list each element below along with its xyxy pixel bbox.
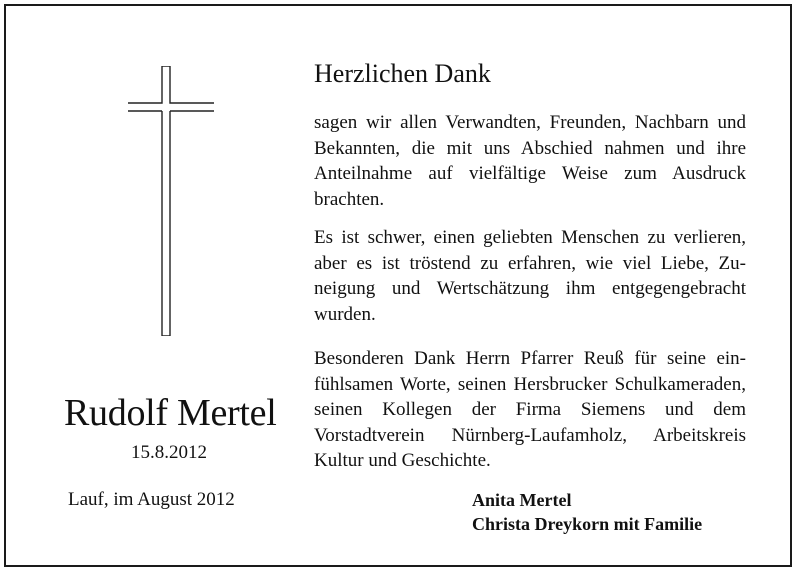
cross-icon <box>126 66 216 336</box>
signature-line: Christa Dreykorn mit Familie <box>472 514 703 534</box>
signature-line: Anita Mertel <box>472 490 572 510</box>
obituary-notice <box>4 4 792 567</box>
special-thanks-paragraph: Besonderen Dank Herrn Pfarrer Reuß für seine einfühlsamen Worte, seinen Hersbrucker Schulkameraden, seinen Kollegen der Firma Siemens und dem Vorstadtverein Nürnberg-Laufamholz, Arbeitskreis Kultur und Geschichte. <box>314 348 746 471</box>
signatures <box>472 488 702 536</box>
deceased-name: Rudolf Mertel <box>64 392 277 434</box>
place-and-date: Lauf, im August 2012 <box>68 489 235 510</box>
comfort-paragraph: Es ist schwer, einen geliebten Menschen zu verlieren, aber es ist tröstend zu erfahren, wie viel Liebe, Zuneigung und Wertschätzung ihm entgegengebracht wurden. <box>314 227 746 325</box>
notice-title: Herzlichen Dank <box>314 59 491 88</box>
date-of-death: 15.8.2012 <box>131 442 207 463</box>
thanks-paragraph: sagen wir allen Verwandten, Freunden, Nachbarn und Bekannten, die mit uns Abschied nahmen und ihre Anteilnahme auf vielfältige Weise zum Ausdruck brachten. <box>314 112 746 210</box>
